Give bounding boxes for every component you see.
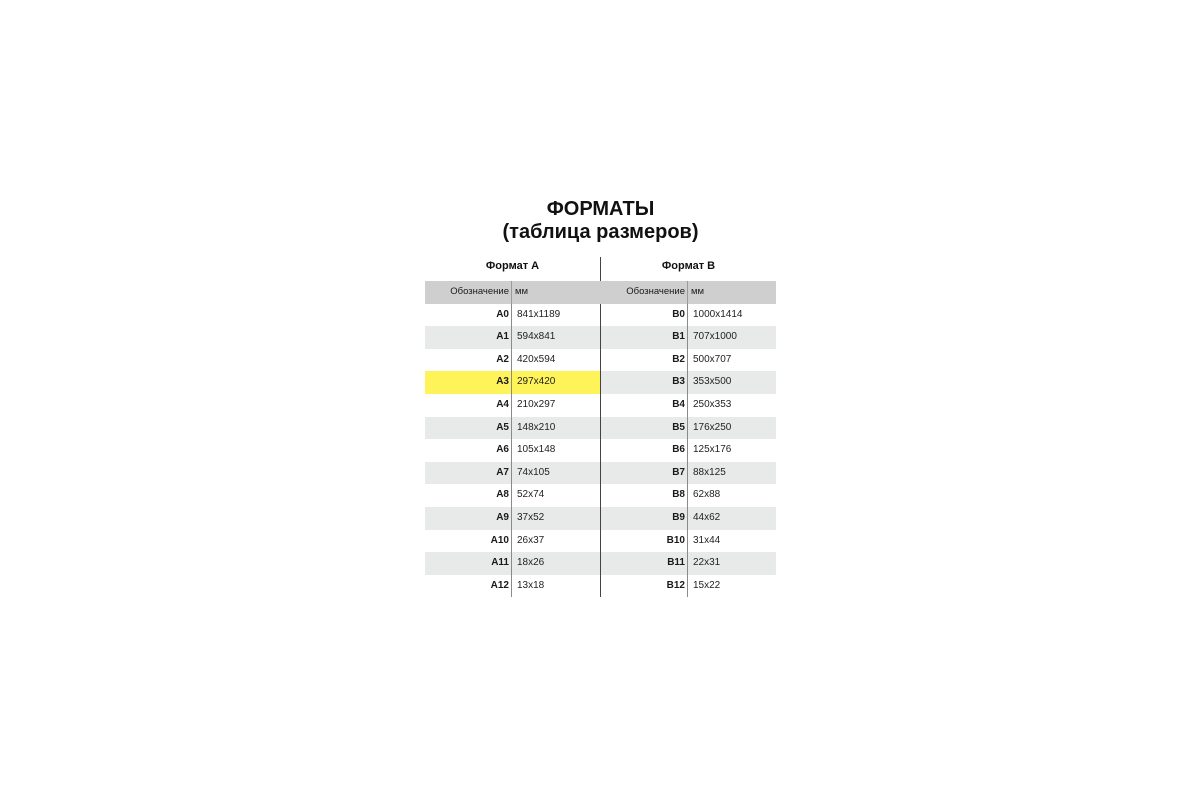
table-row — [425, 326, 776, 349]
size-cell-a: 148x210 — [517, 421, 556, 433]
row-half-a — [425, 484, 600, 507]
header-designation-a: Обозначение — [425, 281, 512, 304]
designation-cell-b: B4 — [601, 394, 688, 417]
page-title: ФОРМАТЫ — [546, 198, 655, 220]
size-cell-b: 88x125 — [693, 466, 726, 478]
table-row — [425, 484, 776, 507]
group-header-a: Формат A — [485, 260, 540, 272]
designation-cell-b: B11 — [601, 552, 688, 575]
size-cell-b: 22x31 — [693, 557, 721, 569]
size-cell-a: 74x105 — [517, 466, 550, 478]
size-cell-b: 176x250 — [693, 421, 732, 433]
designation-cell-b: B6 — [601, 439, 688, 462]
designation-cell-b: B12 — [601, 575, 688, 598]
size-cell-b: 353x500 — [693, 376, 732, 388]
row-half-b — [601, 326, 776, 349]
designation-cell-a: A3 — [425, 371, 512, 394]
table-row — [425, 394, 776, 417]
table-header-row — [425, 281, 776, 304]
size-cell-a: 18x26 — [517, 557, 545, 569]
header-mm-b: мм — [691, 286, 705, 297]
designation-cell-a: A10 — [425, 530, 512, 553]
designation-cell-a: A5 — [425, 417, 512, 440]
row-half-a — [425, 462, 600, 485]
size-cell-b: 44x62 — [693, 511, 721, 523]
header-designation-b: Обозначение — [601, 281, 688, 304]
size-cell-b: 500x707 — [693, 353, 732, 365]
designation-cell-a: A9 — [425, 507, 512, 530]
size-cell-a: 841x1189 — [517, 308, 561, 320]
size-cell-b: 707x1000 — [693, 331, 737, 343]
row-half-a — [425, 507, 600, 530]
table-row — [425, 575, 776, 598]
table-row — [425, 530, 776, 553]
designation-cell-b: B9 — [601, 507, 688, 530]
row-half-a — [425, 530, 600, 553]
designation-cell-a: A4 — [425, 394, 512, 417]
row-half-a — [425, 394, 600, 417]
size-cell-a: 594x841 — [517, 331, 556, 343]
size-cell-b: 15x22 — [693, 579, 721, 591]
row-half-b — [601, 507, 776, 530]
row-half-b — [601, 394, 776, 417]
row-half-a — [425, 304, 600, 327]
table-row — [425, 462, 776, 485]
designation-cell-a: A11 — [425, 552, 512, 575]
row-half-b — [601, 575, 776, 598]
table-row — [425, 507, 776, 530]
table-row — [425, 417, 776, 440]
size-cell-a: 52x74 — [517, 489, 545, 501]
formats-table — [425, 281, 776, 597]
designation-cell-a: A0 — [425, 304, 512, 327]
size-cell-a: 297x420 — [517, 376, 556, 388]
designation-cell-a: A8 — [425, 484, 512, 507]
row-half-b — [601, 417, 776, 440]
row-half-b — [601, 462, 776, 485]
row-half-a — [425, 439, 600, 462]
size-cell-a: 105x148 — [517, 444, 556, 456]
designation-cell-b: B8 — [601, 484, 688, 507]
header-half-a — [425, 281, 600, 304]
designation-cell-b: B2 — [601, 349, 688, 372]
row-half-a — [425, 575, 600, 598]
size-cell-a: 420x594 — [517, 353, 556, 365]
designation-cell-b: B7 — [601, 462, 688, 485]
size-cell-b: 1000x1414 — [693, 308, 743, 320]
row-half-a — [425, 349, 600, 372]
table-row — [425, 439, 776, 462]
designation-cell-b: B1 — [601, 326, 688, 349]
row-half-b — [601, 552, 776, 575]
designation-cell-a: A2 — [425, 349, 512, 372]
designation-cell-a: A1 — [425, 326, 512, 349]
designation-cell-b: B0 — [601, 304, 688, 327]
group-header-b: Формат B — [661, 260, 716, 272]
size-cell-b: 31x44 — [693, 534, 721, 546]
designation-cell-a: A7 — [425, 462, 512, 485]
row-half-a — [425, 326, 600, 349]
table-row — [425, 349, 776, 372]
designation-cell-b: B5 — [601, 417, 688, 440]
row-half-b — [601, 371, 776, 394]
size-cell-a: 37x52 — [517, 511, 545, 523]
row-half-a — [425, 552, 600, 575]
designation-cell-b: B10 — [601, 530, 688, 553]
header-mm-a: мм — [515, 286, 529, 297]
row-half-b — [601, 530, 776, 553]
row-half-a — [425, 371, 600, 394]
designation-cell-a: A12 — [425, 575, 512, 598]
row-half-a — [425, 417, 600, 440]
designation-cell-b: B3 — [601, 371, 688, 394]
size-cell-b: 250x353 — [693, 398, 732, 410]
row-half-b — [601, 349, 776, 372]
page-subtitle: (таблица размеров) — [502, 221, 699, 243]
size-cell-a: 13x18 — [517, 579, 545, 591]
formats-sheet — [425, 195, 776, 605]
row-half-b — [601, 439, 776, 462]
size-cell-b: 125x176 — [693, 444, 732, 456]
row-half-b — [601, 304, 776, 327]
size-cell-b: 62x88 — [693, 489, 721, 501]
designation-cell-a: A6 — [425, 439, 512, 462]
size-cell-a: 210x297 — [517, 398, 556, 410]
table-row — [425, 304, 776, 327]
table-row — [425, 371, 776, 394]
header-half-b — [601, 281, 776, 304]
size-cell-a: 26x37 — [517, 534, 545, 546]
table-row — [425, 552, 776, 575]
row-half-b — [601, 484, 776, 507]
